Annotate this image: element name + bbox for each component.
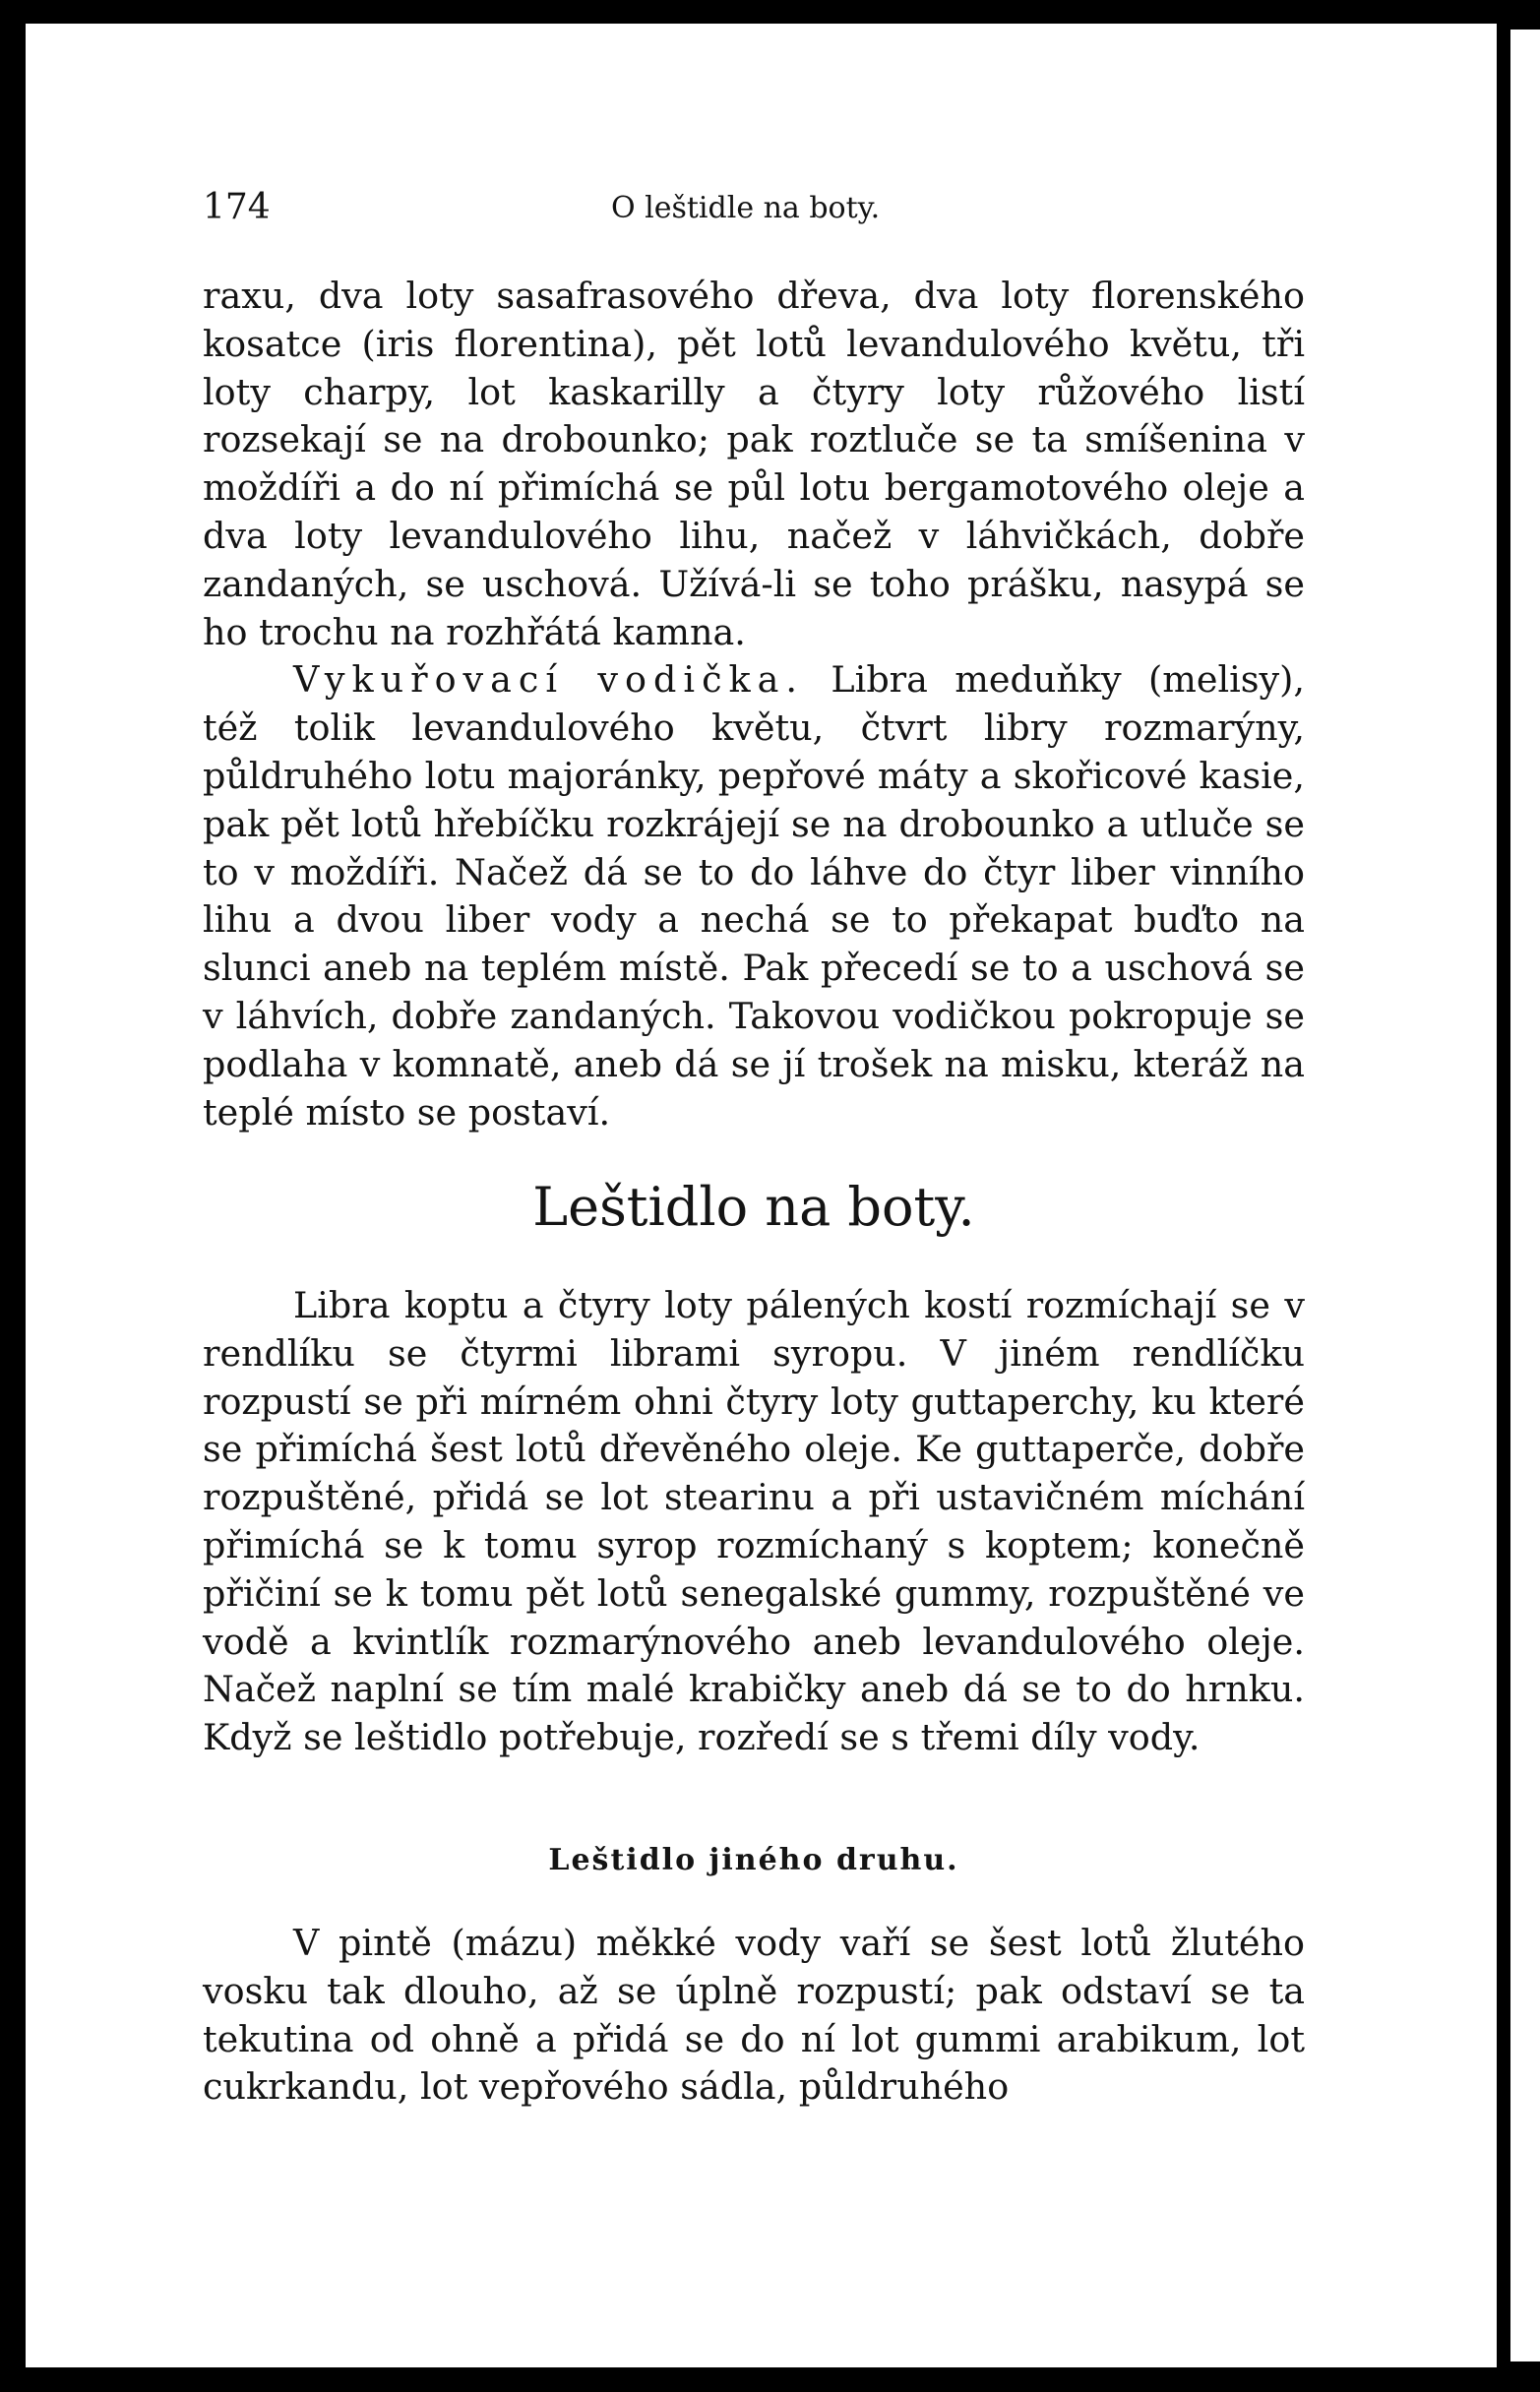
paragraph-vykurovaci-vodicka <box>203 656 1305 1136</box>
section-title: Leštidlo na boty. <box>532 1176 975 1238</box>
adjacent-page-edge <box>1510 30 1540 2361</box>
paragraph-lestidlo: Libra koptu a čtyry loty pálených kostí rozmíchají se v rendlíku se čtyrmi librami syropu. V jiném rendlíčku rozpustí se při mírném ohni čtyry loty guttaperchy, ku které se přimíchá šest lotů dřevěného oleje. Ke guttaperče, dobře rozpuštěné, přidá se lot stearinu a při ustavičném míchání přimíchá se k tomu syrop rozmíchaný s koptem; konečně přičiní se k tomu pět lotů senegalské gummy, rozpuštěné ve vodě a kvintlík rozmarýnového aneb levandulového oleje. Načež naplní se tím malé krabičky aneb dá se to do hrnku. Když se leštidlo potřebuje, rozředí se s třemi díly vody. <box>203 1284 1305 1759</box>
text-block-bottom <box>203 1920 1305 2112</box>
page-number: 174 <box>203 187 271 227</box>
paragraph-continuation: raxu, dva loty sasafrasového dřeva, dva loty florenského kosatce (iris florentina), pět lotů levandulového květu, tři loty charpy, lot kaskarilly a čtyry loty růžového listí rozsekají se na drobounko; pak roztluče se ta smíšenina v moždíři a do ní přimíchá se půl lotu bergamotového oleje a dva loty levandulového lihu, načež v láhvičkách, dobře zandaných, se uschová. Užívá-li se toho prášku, nasypá se ho trochu na rozhřátá kamna. <box>203 275 1305 653</box>
page-header <box>203 187 1305 236</box>
run-in-heading: Vykuřovací vodička. <box>293 658 804 702</box>
text-block-top <box>203 273 1305 1136</box>
running-head: O leštidle na boty. <box>611 191 881 225</box>
subsection-title: Leštidlo jiného druhu. <box>548 1843 959 1877</box>
paragraph-text: Libra meduňky (melisy), též tolik levandulového květu, čtvrt libry rozmarýny, půldruhého lotu majoránky, pepřové máty a skořicové kasie, pak pět lotů hřebíčku rozkrájejí se na drobounko a utluče se to v moždíři. Načež dá se to do láhve do čtyr liber vinního lihu a dvou liber vody a nechá se to překapat buďto na slunci aneb na teplém místě. Pak přecedí se to a uschová se v láhvích, dobře zandaných. Takovou vodičkou pokropuje se podlaha v komnatě, aneb dá se jí trošek na misku, kteráž na teplé místo se postaví. <box>203 658 1305 1134</box>
text-block-middle <box>203 1282 1305 1762</box>
paragraph-lestidlo-jineho-druhu: V pintě (mázu) měkké vody vaří se šest lotů žlutého vosku tak dlouho, až se úplně rozpustí; pak odstaví se ta tekutina od ohně a přidá se do ní lot gummi arabikum, lot cukrkandu, lot vepřového sádla, půldruhého <box>203 1922 1305 2109</box>
